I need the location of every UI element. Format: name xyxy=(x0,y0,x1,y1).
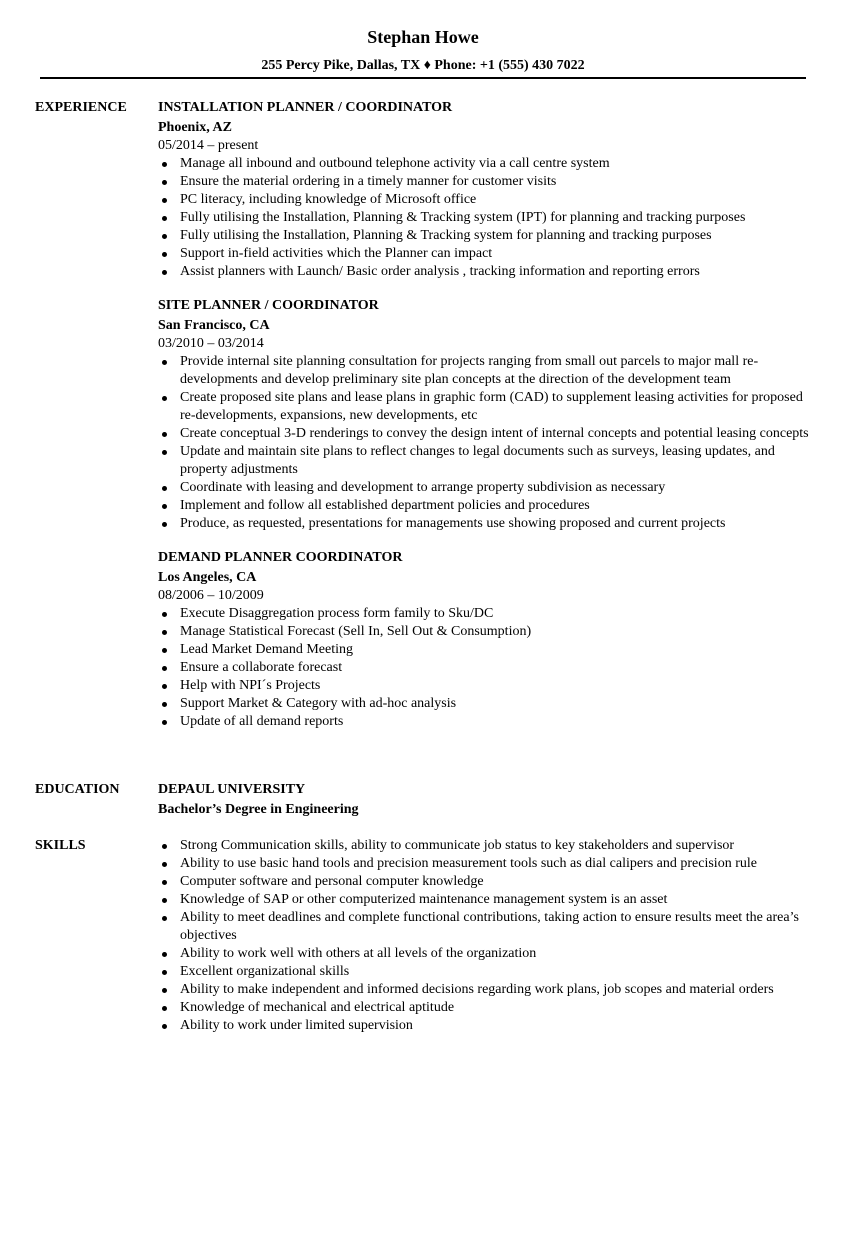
list-item: Create conceptual 3-D renderings to convey the design intent of internal concepts and potential leasing concepts xyxy=(158,425,818,443)
job-duties-list xyxy=(158,155,818,281)
job-dates: 08/2006 – 10/2009 xyxy=(158,588,264,603)
school-name: DEPAUL UNIVERSITY xyxy=(158,782,306,797)
list-item: Implement and follow all established department policies and procedures xyxy=(158,497,818,515)
education-body xyxy=(158,781,818,819)
list-item: Knowledge of SAP or other computerized maintenance management system is an asset xyxy=(158,891,818,909)
section-label-experience: EXPERIENCE xyxy=(35,100,127,115)
list-item: Ability to make independent and informed decisions regarding work plans, job scopes and material orders xyxy=(158,981,818,999)
resume-header xyxy=(40,26,806,75)
job-title: SITE PLANNER / COORDINATOR xyxy=(158,298,379,313)
section-label-skills: SKILLS xyxy=(35,838,86,853)
list-item: Ensure the material ordering in a timely manner for customer visits xyxy=(158,173,818,191)
list-item: Knowledge of mechanical and electrical aptitude xyxy=(158,999,818,1017)
list-item: Support Market & Category with ad-hoc analysis xyxy=(158,695,818,713)
skills-list xyxy=(158,837,818,1035)
contact-line: 255 Percy Pike, Dallas, TX ♦ Phone: +1 (555) 430 7022 xyxy=(261,58,585,73)
degree: Bachelor’s Degree in Engineering xyxy=(158,802,359,817)
list-item: Manage all inbound and outbound telephone activity via a call centre system xyxy=(158,155,818,173)
job-location: Los Angeles, CA xyxy=(158,570,257,585)
list-item: Computer software and personal computer knowledge xyxy=(158,873,818,891)
list-item: Execute Disaggregation process form family to Sku/DC xyxy=(158,605,818,623)
job-entry xyxy=(158,549,818,731)
list-item: Excellent organizational skills xyxy=(158,963,818,981)
list-item: Ensure a collaborate forecast xyxy=(158,659,818,677)
job-dates: 05/2014 – present xyxy=(158,138,259,153)
list-item: Create proposed site plans and lease plans in graphic form (CAD) to supplement leasing activities for proposed re-developments, expansions, new developments, etc xyxy=(158,389,818,425)
job-location: San Francisco, CA xyxy=(158,318,270,333)
candidate-name: Stephan Howe xyxy=(367,27,479,47)
list-item: Assist planners with Launch/ Basic order analysis , tracking information and reporting errors xyxy=(158,263,818,281)
section-label-education: EDUCATION xyxy=(35,782,120,797)
list-item: Help with NPI´s Projects xyxy=(158,677,818,695)
job-dates: 03/2010 – 03/2014 xyxy=(158,336,264,351)
list-item: Produce, as requested, presentations for managements use showing proposed and current projects xyxy=(158,515,818,533)
job-entry xyxy=(158,99,818,281)
list-item: Strong Communication skills, ability to communicate job status to key stakeholders and supervisor xyxy=(158,837,818,855)
job-location: Phoenix, AZ xyxy=(158,120,232,135)
list-item: Coordinate with leasing and development to arrange property subdivision as necessary xyxy=(158,479,818,497)
experience-body xyxy=(158,99,818,747)
list-item: Update and maintain site plans to reflect changes to legal documents such as surveys, leasing updates, and property adjustments xyxy=(158,443,818,479)
list-item: Lead Market Demand Meeting xyxy=(158,641,818,659)
list-item: Fully utilising the Installation, Planning & Tracking system (IPT) for planning and tracking purposes xyxy=(158,209,818,227)
job-title: INSTALLATION PLANNER / COORDINATOR xyxy=(158,100,453,115)
list-item: Ability to work under limited supervision xyxy=(158,1017,818,1035)
list-item: Provide internal site planning consultation for projects ranging from small out parcels to major mall re-developments and develop preliminary site plan concepts at the direction of the development team xyxy=(158,353,818,389)
job-entry xyxy=(158,297,818,533)
list-item: Fully utilising the Installation, Planning & Tracking system for planning and tracking purposes xyxy=(158,227,818,245)
list-item: Update of all demand reports xyxy=(158,713,818,731)
header-divider xyxy=(40,77,806,79)
list-item: Manage Statistical Forecast (Sell In, Sell Out & Consumption) xyxy=(158,623,818,641)
list-item: Ability to work well with others at all levels of the organization xyxy=(158,945,818,963)
list-item: Support in-field activities which the Planner can impact xyxy=(158,245,818,263)
job-duties-list xyxy=(158,353,818,533)
job-duties-list xyxy=(158,605,818,731)
list-item: Ability to meet deadlines and complete functional contributions, taking action to ensure results meet the area’s objectives xyxy=(158,909,818,945)
list-item: PC literacy, including knowledge of Microsoft office xyxy=(158,191,818,209)
job-title: DEMAND PLANNER COORDINATOR xyxy=(158,550,403,565)
list-item: Ability to use basic hand tools and precision measurement tools such as dial calipers and precision rule xyxy=(158,855,818,873)
skills-body xyxy=(158,837,818,1035)
